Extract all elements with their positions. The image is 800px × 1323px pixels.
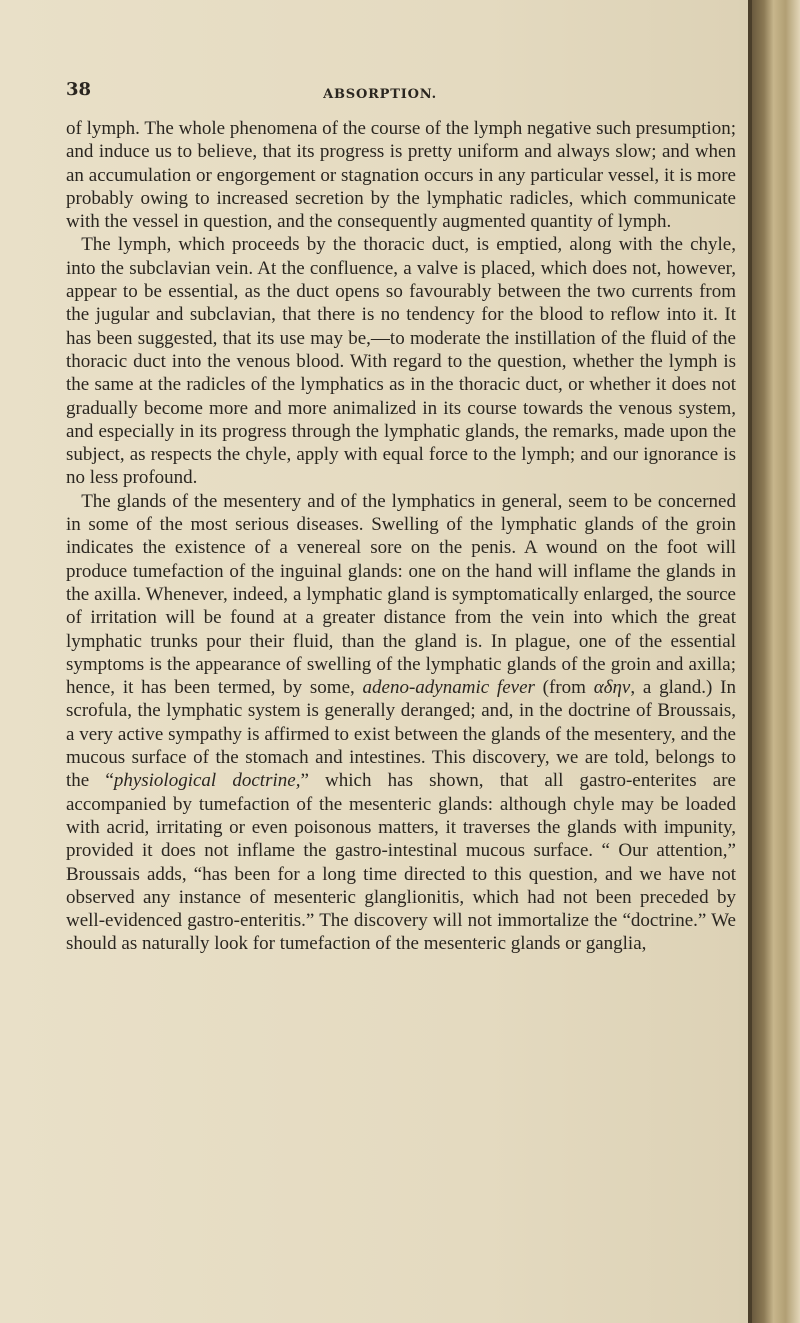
italic-term-adeno-adynamic-fever: adeno-adynamic fever [362,677,535,699]
italic-term-physiological-doctrine: physiological doctrine, [113,770,301,792]
paragraph-3-part-2: (from [534,677,594,699]
paragraph-1: of lymph. The whole phenomena of the course of the lymph negative such presumption; and induce us to believe, that its progress is pretty uniform and always slow; and when an accumulation or engorgement or stagnation occurs in any particular vessel, it is more probably owing to increased secretion by the lymphatic radicles, which communicate with the vessel in question, and the consequently augmented quantity of lymph. [66,118,736,233]
book-spine [752,0,800,1323]
paragraph-3 [66,490,736,956]
paragraph-3-part-3: , a gland.) In scrofula, the lymphatic system is generally deranged; and, in the doctrine of Broussais, a very active sympathy is affirmed to exist between the glands of the mesentery, and the mucous surface of the stomach and intestines. This discovery, we are told, belongs to the “ [66,677,736,792]
greek-word: αδην [593,677,631,699]
paragraph-3-part-1: The glands of the mesentery and of the lymphatics in general, seem to be concerned in some of the most serious diseases. Swelling of the lymphatic glands of the groin indicates the existence of a venereal sore on the penis. A wound on the foot will produce tumefaction of the inguinal glands: one on the hand will inflame the glands in the axilla. Whenever, indeed, a lymphatic gland is symptomatically enlarged, the source of irritation will be found at a greater distance from the vein into which the great lymphatic trunks pour their fluid, than the gland is. In plague, one of the essential symptoms is the appearance of swelling of the lymphatic glands of the groin and axilla; hence, it has been termed, by some, [66,490,736,699]
paragraph-3-part-4: ” which has shown, that all gastro-enterites are accompanied by tumefaction of the mesenteric glands: although chyle may be loaded with acrid, irritating or even poisonous matters, it traverses the glands with impunity, provided it does not inflame the gastro-intestinal mucous surface. “ Our attention,” Broussais adds, “has been for a long time directed to this question, and we have not observed any instance of mesenteric glanglionitis, which had not been preceded by well-evidenced gastro-enteritis.” The discovery will not immortalize the “doctrine.” We should as naturally look for tumefaction of the mesenteric glands or ganglia, [66,770,736,955]
page-number: 38 [66,79,92,100]
running-head: ABSORPTION. [323,87,437,102]
body-text [66,117,736,956]
paragraph-2: The lymph, which proceeds by the thoracic duct, is emptied, along with the chyle, into the subclavian vein. At the confluence, a valve is placed, which does not, however, appear to be essential, as the duct opens so favourably between the two currents from the jugular and subclavian, that there is no tendency for the blood to reflow into it. It has been suggested, that its use may be,—to moderate the instillation of the fluid of the thoracic duct into the venous blood. With regard to the question, whether the lymph is the same at the radicles of the lymphatics as in the thoracic duct, or whether it does not gradually become more and more animalized in its course towards the venous system, and especially in its progress through the lymphatic glands, the remarks, made upon the subject, as respects the chyle, apply with equal force to the lymph; and our ignorance is no less profound. [66,234,736,489]
